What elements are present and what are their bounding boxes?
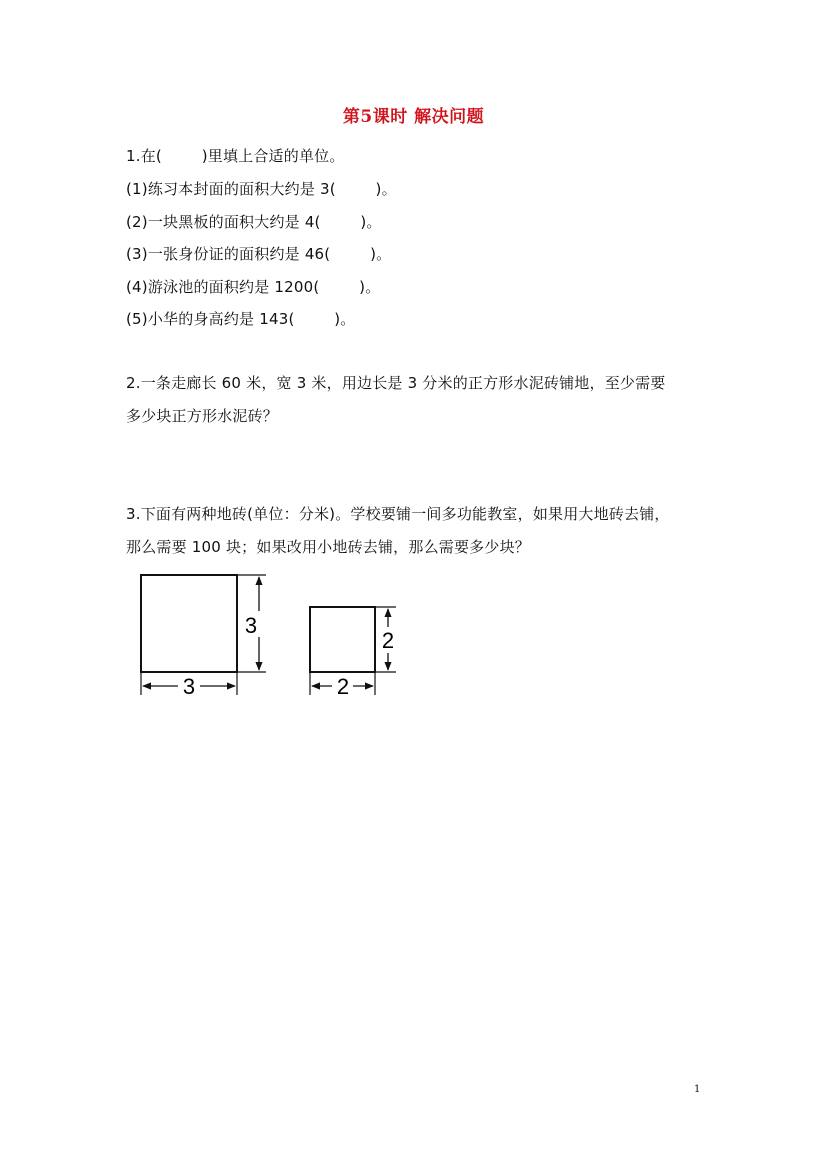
large-width-label: 3: [182, 674, 196, 699]
small-width-label: 2: [336, 674, 350, 699]
question-2-line-1: 2.一条走廊长 60 米，宽 3 米，用边长是 3 分米的正方形水泥砖铺地，至少需要: [126, 374, 666, 392]
question-1-item-4: (4)游泳池的面积约是 1200( )。: [126, 278, 381, 296]
question-2-line-2: 多少块正方形水泥砖？: [126, 407, 279, 425]
question-1-item-3: (3)一张身份证的面积约是 46( )。: [126, 245, 392, 263]
page-title: 第5课时 解决问题: [342, 107, 485, 127]
question-1-item-2: (2)一块黑板的面积大约是 4( )。: [126, 213, 382, 231]
page-number: 1: [694, 1084, 701, 1095]
large-tile: [141, 575, 237, 672]
tile-diagram: [124, 565, 412, 705]
question-3-line-2: 那么需要 100 块；如果改用小地砖去铺，那么需要多少块？: [126, 538, 530, 556]
question-1-stem: 1.在( )里填上合适的单位。: [126, 147, 345, 165]
small-height-label: 2: [381, 628, 395, 653]
question-1-item-1: (1)练习本封面的面积大约是 3( )。: [126, 180, 397, 198]
small-tile: [310, 607, 375, 672]
question-1-item-5: (5)小华的身高约是 143( )。: [126, 310, 356, 328]
question-3-line-1: 3.下面有两种地砖(单位：分米)。学校要铺一间多功能教室，如果用大地砖去铺，: [126, 505, 670, 523]
large-height-label: 3: [244, 613, 258, 638]
